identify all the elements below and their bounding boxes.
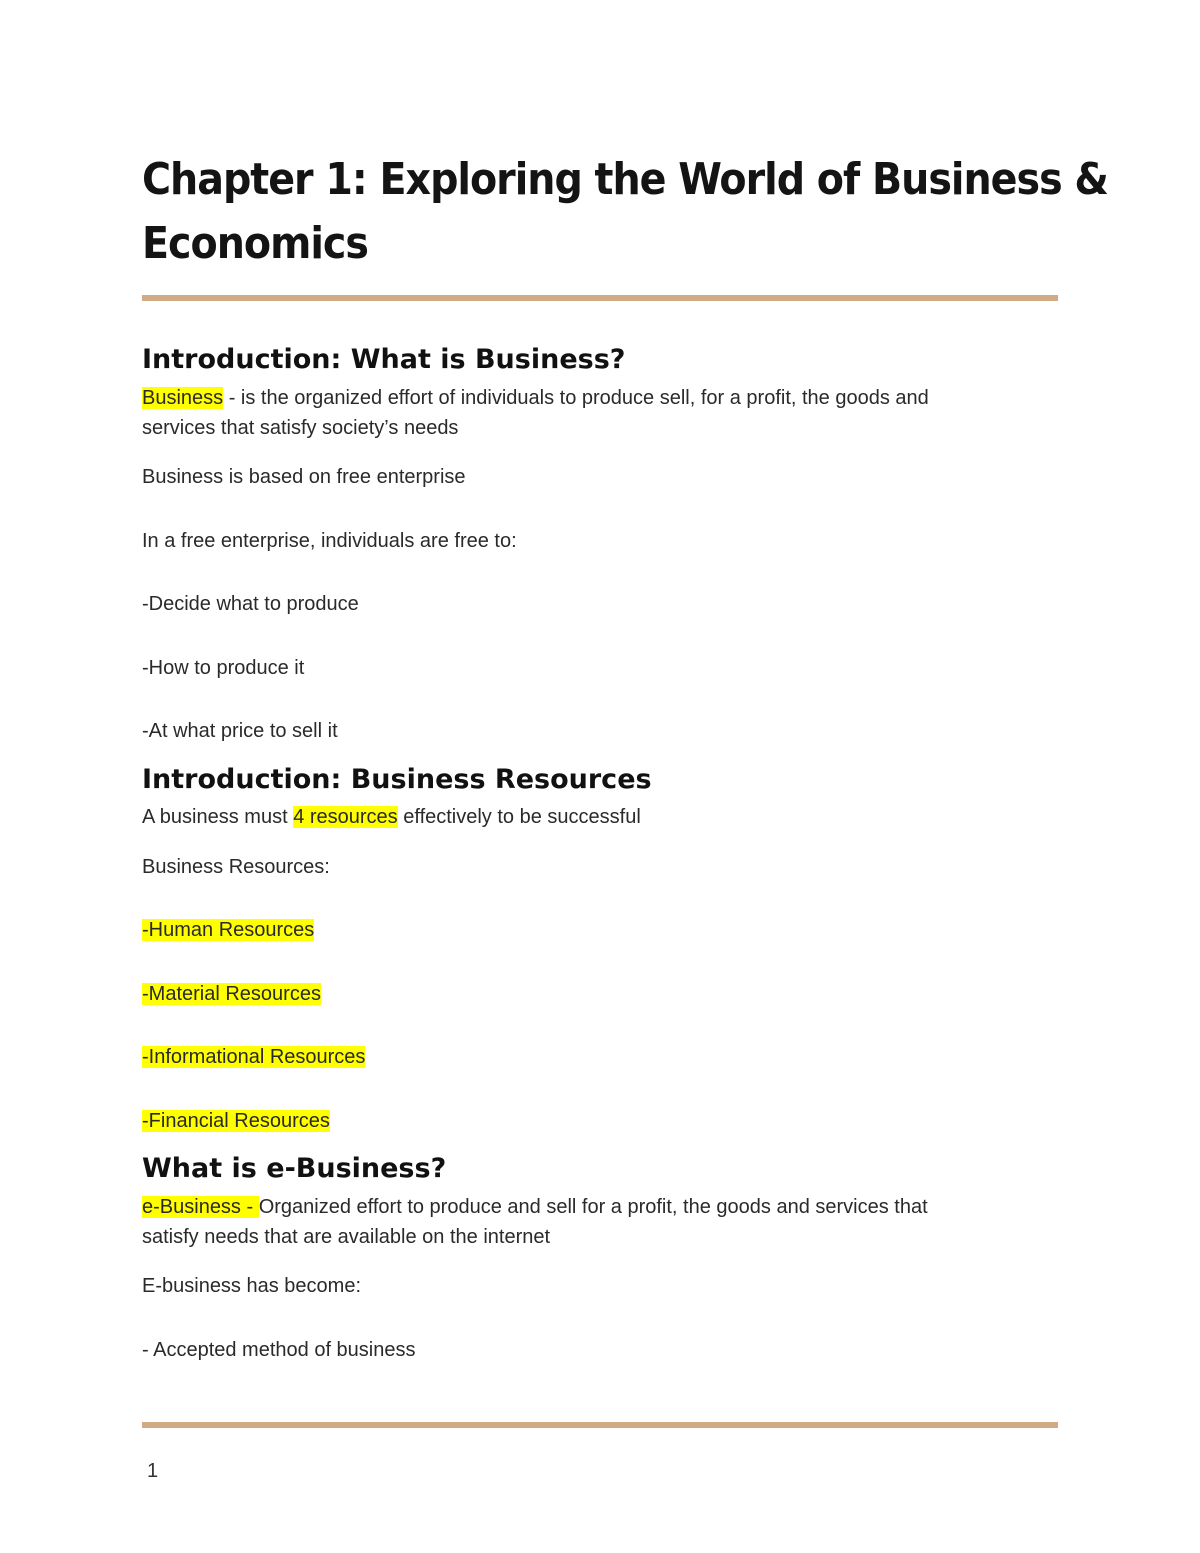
list-item-resource [142,916,314,944]
paragraph-free-to: In a free enterprise, individuals are free to: [142,530,517,552]
list-item-how: -How to produce it [142,657,305,679]
business-definition-line-1 [142,384,929,412]
resource-material: -Material Resources [142,983,321,1005]
resources-label: Business Resources: [142,856,330,878]
resource-informational: -Informational Resources [142,1046,366,1068]
list-item-price: -At what price to sell it [142,720,338,742]
list-item-resource [142,1107,330,1135]
e-business-definition-line-2: satisfy needs that are available on the internet [142,1226,551,1248]
resources-sentence-prefix: A business must [142,806,294,828]
resources-sentence-suffix: effectively to be successful [397,806,641,828]
document-title-line-1: Chapter 1: Exploring the World of Business & [142,154,1108,205]
e-business-term: e-Business - [142,1196,259,1218]
business-definition-line-2: services that satisfy society’s needs [142,417,459,439]
resources-count-highlight: 4 resources [293,806,398,828]
business-definition-text: - is the organized effort of individuals to produce sell, for a profit, the goods and [223,387,929,409]
page-number: 1 [147,1460,159,1482]
list-item-accepted-method: - Accepted method of business [142,1339,416,1361]
list-item-resource [142,1043,365,1071]
list-item-resource [142,980,321,1008]
title-divider [142,295,1058,301]
e-business-definition-text: Organized effort to produce and sell for a profit, the goods and services that [258,1196,928,1218]
business-term: Business [142,387,224,409]
resources-sentence [142,803,641,831]
e-business-definition-line-1 [142,1193,928,1221]
resource-financial: -Financial Resources [142,1110,330,1132]
resource-human: -Human Resources [142,919,315,941]
paragraph-e-business-has-become: E-business has become: [142,1275,362,1297]
section-heading-business-resources: Introduction: Business Resources [142,764,652,795]
paragraph-free-enterprise: Business is based on free enterprise [142,466,466,488]
document-title-line-2: Economics [142,218,368,269]
section-heading-what-is-business: Introduction: What is Business? [142,344,626,375]
list-item-decide: -Decide what to produce [142,593,359,615]
footer-divider [142,1422,1058,1428]
section-heading-e-business: What is e-Business? [142,1153,447,1184]
